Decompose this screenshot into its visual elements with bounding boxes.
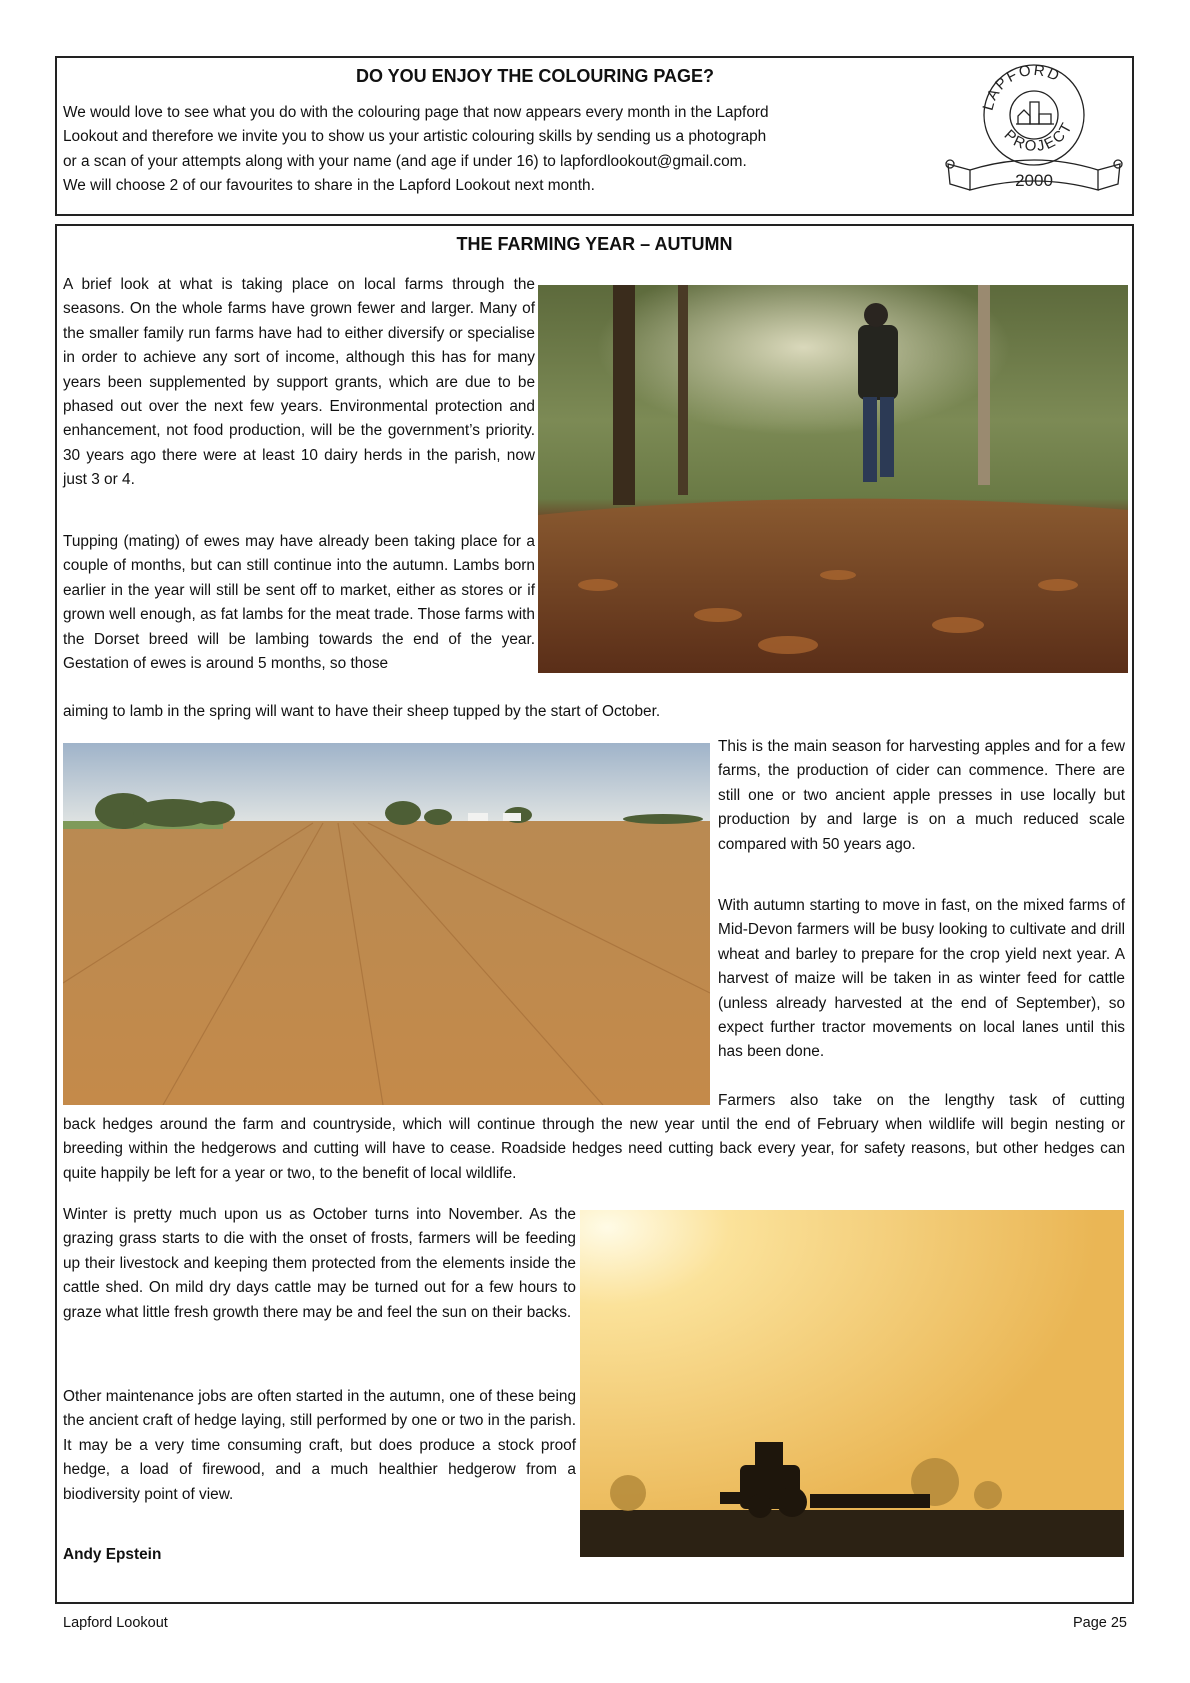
colouring-notice-text bbox=[63, 101, 933, 199]
article-paragraph: Farmers also take on the lengthy task of cutting bbox=[718, 1092, 1125, 1109]
logo-banner-text: 2000 bbox=[1015, 171, 1053, 190]
colouring-notice-title: DO YOU ENJOY THE COLOURING PAGE? bbox=[355, 66, 715, 86]
lapford-project-logo bbox=[938, 60, 1128, 210]
notice-line: or a scan of your attempts along with your name (and age if under 16) to lapfordlookout@gmail.com. bbox=[63, 152, 747, 170]
ploughed-field-photo bbox=[63, 743, 710, 1105]
woodland-path-photo bbox=[538, 285, 1128, 673]
svg-text:LAPFORD bbox=[980, 62, 1064, 112]
article-paragraph: aiming to lamb in the spring will want to have their sheep tupped by the start of October. bbox=[63, 703, 661, 720]
notice-line: We would love to see what you do with the colouring page that now appears every month in the Lapford bbox=[63, 104, 769, 121]
article-author: Andy Epstein bbox=[63, 1546, 162, 1563]
logo-ring-text: LAPFORD bbox=[979, 61, 1064, 113]
footer-page-number: Page 25 bbox=[1072, 1615, 1127, 1631]
article-paragraph: A brief look at what is taking place on local farms through the seasons. On the whole farms have grown fewer and larger. Many of the smaller family run farms have had to either diversify or specialise in order to achieve any sort of income, although this has for many years been supplemented by support grants, which are due to be phased out over the next few years. Environmental protection and enhancement, not food production, will be the government’s priority. 30 years ago there were at least 10 dairy herds in the parish, now just 3 or 4. bbox=[63, 276, 535, 489]
article-paragraph: back hedges around the farm and countryside, which will continue through the new year until the end of February when wildlife will begin nesting or breeding within the hedgerows and cutting will have to cease. Roadside hedges need cutting back every year, for safety reasons, but other hedges can quite happily be left for a year or two, to the benefit of local wildlife. bbox=[63, 1116, 1125, 1182]
article-title: THE FARMING YEAR – AUTUMN bbox=[456, 234, 733, 254]
footer-publication: Lapford Lookout bbox=[63, 1615, 168, 1631]
article-paragraph: Winter is pretty much upon us as October turns into November. As the grazing grass starts to die with the onset of frosts, farmers will be feeding up their livestock and keeping them protected from the elements inside the cattle shed. On mild dry days cattle may be turned out for a few hours to graze what little fresh growth there may be and feel the sun on their backs. bbox=[63, 1206, 576, 1321]
notice-line: Lookout and therefore we invite you to show us your artistic colouring skills by sending us a photograph bbox=[63, 128, 767, 146]
article-paragraph: Tupping (mating) of ewes may have already been taking place for a couple of months, but can still continue into the autumn. Lambs born earlier in the year will still be sent off to market, either as stores or if grown well enough, as fat lambs for the meat trade. Those farms with the Dorset breed will be lambing towards the end of the year. Gestation of ewes is around 5 months, so those bbox=[63, 533, 535, 673]
article-paragraph: Other maintenance jobs are often started in the autumn, one of these being the ancient craft of hedge laying, still performed by one or two in the parish. It may be a very time consuming craft, but does produce a stock proof hedge, a load of firewood, and a much healthier hedgerow from a biodiversity point of view. bbox=[63, 1388, 576, 1503]
svg-text:PROJECT: PROJECT bbox=[1000, 118, 1077, 156]
notice-line: We will choose 2 of our favourites to share in the Lapford Lookout next month. bbox=[63, 177, 595, 195]
article-paragraph: This is the main season for harvesting apples and for a few farms, the production of cider can commence. There are still one or two ancient apple presses in use locally but production by and large is on a much reduced scale compared with 50 years ago. bbox=[718, 738, 1125, 853]
tractor-sunset-photo bbox=[580, 1210, 1124, 1557]
article-paragraph: With autumn starting to move in fast, on the mixed farms of Mid-Devon farmers will be busy looking to cultivate and drill wheat and barley to prepare for the crop yield next year. A harvest of maize will be taken in as winter feed for cattle (unless already harvested at the end of September), so expect further tractor movements on local lanes until this has been done. bbox=[718, 897, 1125, 1061]
